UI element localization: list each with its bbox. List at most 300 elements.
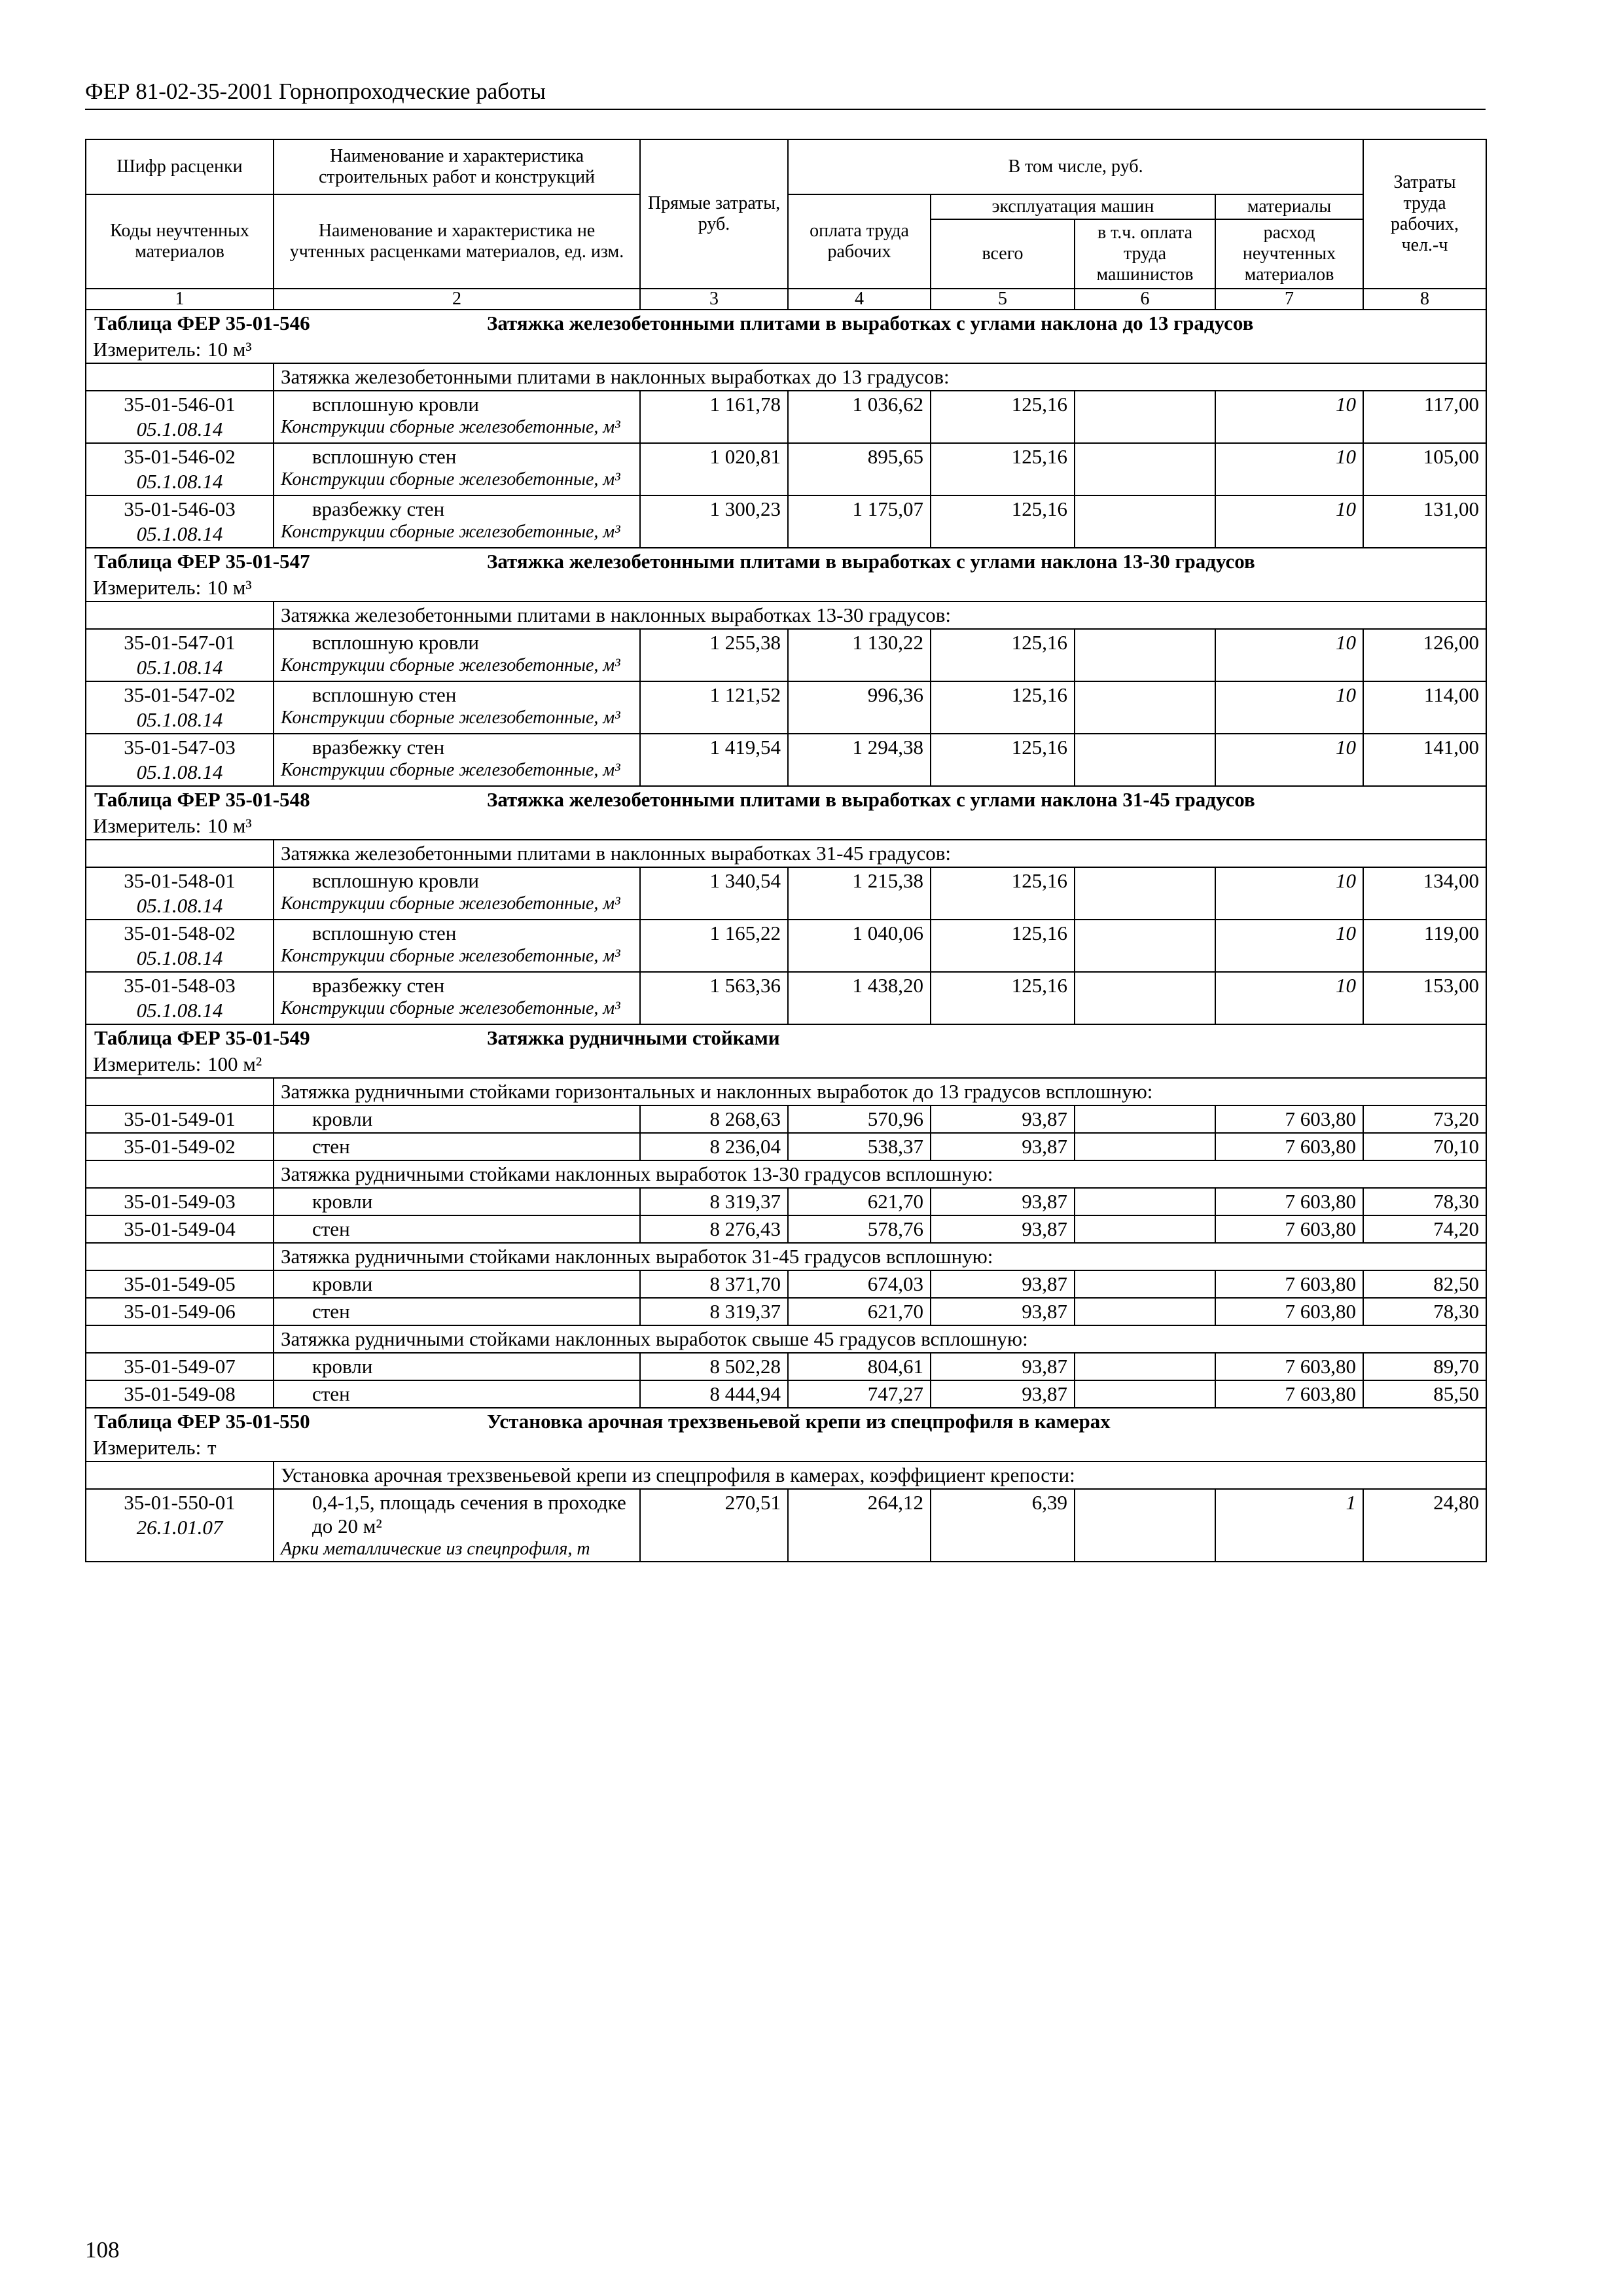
materials-cell <box>1215 972 1363 1024</box>
group-spacer <box>86 1325 274 1353</box>
table-measure <box>86 1435 1486 1462</box>
labor-hours: 24,80 <box>1363 1489 1486 1562</box>
measure-label: Измеритель: <box>93 576 202 599</box>
labor-cost: 804,61 <box>788 1353 931 1380</box>
materials-cell <box>1215 1298 1363 1325</box>
work-name: кровли <box>312 1190 373 1213</box>
material-name: Конструкции сборные железобетонные, м³ <box>281 469 620 490</box>
materials-cell <box>1215 1188 1363 1215</box>
material-name: Конструкции сборные железобетонные, м³ <box>281 522 620 542</box>
material-quantity: 10 <box>1336 683 1357 706</box>
material-quantity: 10 <box>1336 497 1357 520</box>
table-row <box>86 1188 1486 1215</box>
table-row <box>86 1489 1486 1562</box>
rate-code: 35-01-549-02 <box>124 1135 236 1158</box>
work-name-cell <box>274 1353 640 1380</box>
work-name-cell <box>274 920 640 972</box>
table-title <box>86 786 1486 813</box>
group-spacer <box>86 1078 274 1105</box>
materials-cost: 7 603,80 <box>1285 1135 1357 1158</box>
work-name: всплошную кровли <box>312 393 479 416</box>
materials-cell <box>1215 1270 1363 1298</box>
machinist-cost <box>1075 1215 1215 1243</box>
machinist-cost <box>1075 681 1215 734</box>
col-number: 2 <box>274 289 640 310</box>
group-title: Затяжка рудничными стойками наклонных выработок 31-45 градусов всплошную: <box>274 1243 1486 1270</box>
labor-hours: 78,30 <box>1363 1188 1486 1215</box>
rate-code-cell <box>86 1188 274 1215</box>
table-label: Таблица ФЕР 35-01-546 <box>94 312 310 334</box>
material-name: Конструкции сборные железобетонные, м³ <box>281 417 620 437</box>
table-row <box>86 1353 1486 1380</box>
labor-cost: 1 130,22 <box>788 629 931 681</box>
labor-hours: 85,50 <box>1363 1380 1486 1408</box>
work-name-cell <box>274 681 640 734</box>
labor-cost: 996,36 <box>788 681 931 734</box>
col4-header: оплата труда рабочих <box>788 194 931 289</box>
table-title-row <box>86 1024 1486 1051</box>
table-row <box>86 443 1486 495</box>
machine-cost: 93,87 <box>931 1133 1075 1160</box>
table-measure <box>86 575 1486 601</box>
labor-cost: 1 294,38 <box>788 734 931 786</box>
work-name-cell <box>274 734 640 786</box>
direct-cost: 270,51 <box>640 1489 788 1562</box>
table-row <box>86 681 1486 734</box>
labor-cost: 1 040,06 <box>788 920 931 972</box>
rate-code-cell <box>86 1270 274 1298</box>
materials-cell <box>1215 1133 1363 1160</box>
table-measure-row <box>86 575 1486 601</box>
materials-cost: 7 603,80 <box>1285 1107 1357 1130</box>
material-quantity: 10 <box>1336 922 1357 944</box>
machinist-cost <box>1075 1353 1215 1380</box>
work-name: всплошную стен <box>312 683 457 706</box>
table-row <box>86 972 1486 1024</box>
direct-cost: 8 276,43 <box>640 1215 788 1243</box>
material-code: 05.1.08.14 <box>136 522 223 545</box>
material-name: Конструкции сборные железобетонные, м³ <box>281 708 620 728</box>
rate-code-cell <box>86 1298 274 1325</box>
materials-cell <box>1215 734 1363 786</box>
machine-cost: 125,16 <box>931 920 1075 972</box>
material-code: 05.1.08.14 <box>136 761 223 783</box>
table-row <box>86 867 1486 920</box>
rate-code-cell <box>86 1489 274 1562</box>
material-code: 05.1.08.14 <box>136 999 223 1022</box>
labor-cost: 538,37 <box>788 1133 931 1160</box>
machine-cost: 125,16 <box>931 391 1075 443</box>
labor-cost: 747,27 <box>788 1380 931 1408</box>
measure-value: 10 м³ <box>207 338 252 361</box>
col-number: 8 <box>1363 289 1486 310</box>
table-row <box>86 734 1486 786</box>
work-name: стен <box>312 1300 350 1323</box>
work-name: кровли <box>312 1107 373 1130</box>
materials-cost: 7 603,80 <box>1285 1272 1357 1295</box>
machine-cost: 125,16 <box>931 734 1075 786</box>
material-code: 05.1.08.14 <box>136 894 223 917</box>
col7-header: расход неучтенных материалов <box>1215 219 1363 289</box>
work-name-cell <box>274 1380 640 1408</box>
col3-header: Прямые затраты, руб. <box>640 139 788 289</box>
rate-code: 35-01-546-01 <box>124 393 236 416</box>
machinist-cost <box>1075 920 1215 972</box>
work-name-cell <box>274 629 640 681</box>
rate-code-cell <box>86 920 274 972</box>
direct-cost: 8 236,04 <box>640 1133 788 1160</box>
labor-hours: 74,20 <box>1363 1215 1486 1243</box>
work-name-cell <box>274 867 640 920</box>
rate-code: 35-01-547-02 <box>124 683 236 706</box>
work-name-cell <box>274 1188 640 1215</box>
labor-cost: 264,12 <box>788 1489 931 1562</box>
labor-hours: 119,00 <box>1363 920 1486 972</box>
labor-hours: 134,00 <box>1363 867 1486 920</box>
measure-label: Измеритель: <box>93 1052 202 1075</box>
group-title: Затяжка рудничными стойками горизонтальных и наклонных выработок до 13 градусов всплошную: <box>274 1078 1486 1105</box>
machine-cost: 93,87 <box>931 1270 1075 1298</box>
machine-cost: 125,16 <box>931 629 1075 681</box>
work-name: вразбежку стен <box>312 736 445 759</box>
machinist-cost <box>1075 1489 1215 1562</box>
labor-cost: 1 036,62 <box>788 391 931 443</box>
col5-header: всего <box>931 219 1075 289</box>
group-title-row <box>86 840 1486 867</box>
col1-bottom-header: Коды неучтенных материалов <box>86 194 274 289</box>
labor-hours: 70,10 <box>1363 1133 1486 1160</box>
rate-code: 35-01-549-05 <box>124 1272 236 1295</box>
direct-cost: 8 502,28 <box>640 1353 788 1380</box>
material-quantity: 10 <box>1336 974 1357 997</box>
direct-cost: 8 319,37 <box>640 1298 788 1325</box>
group-title: Затяжка железобетонными плитами в наклонных выработках 31-45 градусов: <box>274 840 1486 867</box>
machinist-cost <box>1075 629 1215 681</box>
group-title-row <box>86 1160 1486 1188</box>
machines-header: эксплуатация машин <box>931 194 1215 219</box>
direct-cost: 1 340,54 <box>640 867 788 920</box>
machinist-cost <box>1075 1298 1215 1325</box>
table-name: Установка арочная трехзвеньевой крепи из спецпрофиля в камерах <box>487 1410 1111 1433</box>
measure-label: Измеритель: <box>93 814 202 837</box>
col8-header: Затраты труда рабочих, чел.-ч <box>1363 139 1486 289</box>
labor-cost: 621,70 <box>788 1298 931 1325</box>
direct-cost: 1 300,23 <box>640 495 788 548</box>
rate-code: 35-01-549-04 <box>124 1217 236 1240</box>
labor-cost: 1 438,20 <box>788 972 931 1024</box>
rate-code: 35-01-547-01 <box>124 631 236 654</box>
materials-cell <box>1215 1353 1363 1380</box>
direct-cost: 1 419,54 <box>640 734 788 786</box>
table-row <box>86 1215 1486 1243</box>
col-number: 6 <box>1075 289 1215 310</box>
group-spacer <box>86 840 274 867</box>
labor-hours: 82,50 <box>1363 1270 1486 1298</box>
direct-cost: 8 444,94 <box>640 1380 788 1408</box>
table-row <box>86 629 1486 681</box>
work-name-cell <box>274 1489 640 1562</box>
labor-cost: 895,65 <box>788 443 931 495</box>
materials-cell <box>1215 867 1363 920</box>
included-header: В том числе, руб. <box>788 139 1363 194</box>
direct-cost: 1 020,81 <box>640 443 788 495</box>
measure-value: 10 м³ <box>207 576 252 599</box>
machinist-cost <box>1075 867 1215 920</box>
materials-cell <box>1215 443 1363 495</box>
group-spacer <box>86 601 274 629</box>
direct-cost: 1 563,36 <box>640 972 788 1024</box>
group-spacer <box>86 1462 274 1489</box>
material-name: Конструкции сборные железобетонные, м³ <box>281 655 620 675</box>
direct-cost: 1 165,22 <box>640 920 788 972</box>
work-name: стен <box>312 1217 350 1240</box>
labor-cost: 578,76 <box>788 1215 931 1243</box>
work-name: всплошную стен <box>312 922 457 944</box>
materials-cost: 7 603,80 <box>1285 1190 1357 1213</box>
table-label: Таблица ФЕР 35-01-550 <box>94 1410 310 1433</box>
work-name: стен <box>312 1382 350 1405</box>
material-code: 26.1.01.07 <box>136 1516 223 1539</box>
labor-hours: 153,00 <box>1363 972 1486 1024</box>
labor-hours: 114,00 <box>1363 681 1486 734</box>
labor-hours: 78,30 <box>1363 1298 1486 1325</box>
rate-code: 35-01-549-01 <box>124 1107 236 1130</box>
col-number: 5 <box>931 289 1075 310</box>
machine-cost: 125,16 <box>931 495 1075 548</box>
page-header: ФЕР 81-02-35-2001 Горнопроходческие работы <box>85 77 1486 110</box>
work-name-cell <box>274 443 640 495</box>
material-name: Конструкции сборные железобетонные, м³ <box>281 946 620 966</box>
material-name: Конструкции сборные железобетонные, м³ <box>281 893 620 914</box>
materials-cell <box>1215 1489 1363 1562</box>
work-name: стен <box>312 1135 350 1158</box>
rate-code: 35-01-548-02 <box>124 922 236 944</box>
rate-code-cell <box>86 1215 274 1243</box>
rate-code-cell <box>86 629 274 681</box>
table-row <box>86 495 1486 548</box>
machinist-cost <box>1075 1105 1215 1133</box>
table-row <box>86 1380 1486 1408</box>
rate-code-cell <box>86 1353 274 1380</box>
work-name: всплошную стен <box>312 445 457 468</box>
material-quantity: 1 <box>1346 1491 1357 1514</box>
table-title-row <box>86 310 1486 336</box>
materials-cost: 7 603,80 <box>1285 1355 1357 1378</box>
machinist-cost <box>1075 972 1215 1024</box>
table-row <box>86 391 1486 443</box>
material-name: Конструкции сборные железобетонные, м³ <box>281 760 620 780</box>
table-name: Затяжка железобетонными плитами в выработках с углами наклона 13-30 градусов <box>487 550 1255 573</box>
group-title-row <box>86 1462 1486 1489</box>
direct-cost: 8 268,63 <box>640 1105 788 1133</box>
labor-hours: 89,70 <box>1363 1353 1486 1380</box>
group-title-row <box>86 363 1486 391</box>
machine-cost: 125,16 <box>931 443 1075 495</box>
materials-cost: 7 603,80 <box>1285 1382 1357 1405</box>
col-number: 7 <box>1215 289 1363 310</box>
col-number: 4 <box>788 289 931 310</box>
col6-header: в т.ч. оплата труда машинистов <box>1075 219 1215 289</box>
labor-cost: 570,96 <box>788 1105 931 1133</box>
work-name-cell <box>274 391 640 443</box>
material-code: 05.1.08.14 <box>136 470 223 493</box>
labor-cost: 674,03 <box>788 1270 931 1298</box>
materials-cell <box>1215 681 1363 734</box>
work-name: всплошную кровли <box>312 869 479 892</box>
materials-cell <box>1215 391 1363 443</box>
machinist-cost <box>1075 443 1215 495</box>
rate-code: 35-01-549-03 <box>124 1190 236 1213</box>
rate-code-cell <box>86 681 274 734</box>
column-numbers-row <box>86 289 1486 310</box>
work-name: кровли <box>312 1355 373 1378</box>
group-title-row <box>86 1325 1486 1353</box>
labor-hours: 117,00 <box>1363 391 1486 443</box>
header-row-1 <box>86 139 1486 194</box>
group-title-row <box>86 1243 1486 1270</box>
work-name: 0,4-1,5, площадь сечения в проходке до 20 м² <box>312 1491 626 1537</box>
materials-header: материалы <box>1215 194 1363 219</box>
table-row <box>86 1270 1486 1298</box>
machinist-cost <box>1075 1133 1215 1160</box>
work-name-cell <box>274 1215 640 1243</box>
machinist-cost <box>1075 1188 1215 1215</box>
materials-cost: 7 603,80 <box>1285 1300 1357 1323</box>
material-quantity: 10 <box>1336 445 1357 468</box>
table-title <box>86 548 1486 575</box>
work-name-cell <box>274 495 640 548</box>
rate-code: 35-01-546-03 <box>124 497 236 520</box>
material-quantity: 10 <box>1336 631 1357 654</box>
group-title: Затяжка рудничными стойками наклонных выработок 13-30 градусов всплошную: <box>274 1160 1486 1188</box>
measure-value: 10 м³ <box>207 814 252 837</box>
rate-code: 35-01-549-07 <box>124 1355 236 1378</box>
group-spacer <box>86 363 274 391</box>
material-quantity: 10 <box>1336 393 1357 416</box>
machine-cost: 93,87 <box>931 1188 1075 1215</box>
table-label: Таблица ФЕР 35-01-548 <box>94 788 310 811</box>
table-title <box>86 310 1486 336</box>
rate-code-cell <box>86 1133 274 1160</box>
table-row <box>86 1133 1486 1160</box>
table-title-row <box>86 1408 1486 1435</box>
col1-top-header: Шифр расценки <box>86 139 274 194</box>
rate-code: 35-01-548-01 <box>124 869 236 892</box>
table-name: Затяжка железобетонными плитами в выработках с углами наклона 31-45 градусов <box>487 788 1255 811</box>
measure-value: т <box>207 1436 217 1459</box>
col2-bottom-header: Наименование и характеристика не учтенных расценками материалов, ед. изм. <box>274 194 640 289</box>
labor-cost: 1 175,07 <box>788 495 931 548</box>
rate-code: 35-01-548-03 <box>124 974 236 997</box>
machine-cost: 125,16 <box>931 681 1075 734</box>
work-name-cell <box>274 1270 640 1298</box>
table-measure-row <box>86 1435 1486 1462</box>
table-measure <box>86 336 1486 363</box>
col2-top-header: Наименование и характеристика строительных работ и конструкций <box>274 139 640 194</box>
machine-cost: 125,16 <box>931 867 1075 920</box>
table-title <box>86 1408 1486 1435</box>
table-label: Таблица ФЕР 35-01-547 <box>94 550 310 573</box>
materials-cell <box>1215 495 1363 548</box>
group-spacer <box>86 1243 274 1270</box>
material-quantity: 10 <box>1336 869 1357 892</box>
machine-cost: 93,87 <box>931 1353 1075 1380</box>
group-title-row <box>86 601 1486 629</box>
material-code: 05.1.08.14 <box>136 708 223 731</box>
work-name-cell <box>274 972 640 1024</box>
rate-code-cell <box>86 734 274 786</box>
labor-hours: 73,20 <box>1363 1105 1486 1133</box>
machine-cost: 93,87 <box>931 1298 1075 1325</box>
machinist-cost <box>1075 495 1215 548</box>
measure-label: Измеритель: <box>93 338 202 361</box>
material-name: Конструкции сборные железобетонные, м³ <box>281 998 620 1018</box>
direct-cost: 1 255,38 <box>640 629 788 681</box>
table-measure <box>86 813 1486 840</box>
materials-cell <box>1215 920 1363 972</box>
rate-code-cell <box>86 1105 274 1133</box>
material-name: Арки металлические из спецпрофиля, т <box>281 1539 590 1559</box>
group-title: Затяжка рудничными стойками наклонных выработок свыше 45 градусов всплошную: <box>274 1325 1486 1353</box>
table-row <box>86 920 1486 972</box>
labor-cost: 621,70 <box>788 1188 931 1215</box>
work-name: вразбежку стен <box>312 497 445 520</box>
col-number: 1 <box>86 289 274 310</box>
direct-cost: 8 371,70 <box>640 1270 788 1298</box>
table-name: Затяжка железобетонными плитами в выработках с углами наклона до 13 градусов <box>487 312 1254 334</box>
group-spacer <box>86 1160 274 1188</box>
rate-code-cell <box>86 391 274 443</box>
work-name-cell <box>274 1133 640 1160</box>
table-row <box>86 1105 1486 1133</box>
work-name: вразбежку стен <box>312 974 445 997</box>
machinist-cost <box>1075 1380 1215 1408</box>
material-quantity: 10 <box>1336 736 1357 759</box>
material-code: 05.1.08.14 <box>136 656 223 679</box>
materials-cell <box>1215 1380 1363 1408</box>
group-title: Затяжка железобетонными плитами в наклонных выработках до 13 градусов: <box>274 363 1486 391</box>
direct-cost: 8 319,37 <box>640 1188 788 1215</box>
rates-table <box>85 139 1487 1562</box>
rate-code: 35-01-549-06 <box>124 1300 236 1323</box>
machine-cost: 93,87 <box>931 1105 1075 1133</box>
materials-cell <box>1215 629 1363 681</box>
table-measure-row <box>86 1051 1486 1078</box>
material-code: 05.1.08.14 <box>136 946 223 969</box>
work-name-cell <box>274 1105 640 1133</box>
table-name: Затяжка рудничными стойками <box>487 1026 780 1049</box>
materials-cost: 7 603,80 <box>1285 1217 1357 1240</box>
rate-code: 35-01-549-08 <box>124 1382 236 1405</box>
work-name-cell <box>274 1298 640 1325</box>
labor-hours: 105,00 <box>1363 443 1486 495</box>
table-label: Таблица ФЕР 35-01-549 <box>94 1026 310 1049</box>
table-title-row <box>86 548 1486 575</box>
work-name: кровли <box>312 1272 373 1295</box>
material-code: 05.1.08.14 <box>136 418 223 440</box>
work-name: всплошную кровли <box>312 631 479 654</box>
table-title-row <box>86 786 1486 813</box>
direct-cost: 1 121,52 <box>640 681 788 734</box>
machine-cost: 125,16 <box>931 972 1075 1024</box>
rate-code-cell <box>86 443 274 495</box>
table-measure-row <box>86 813 1486 840</box>
rate-code: 35-01-550-01 <box>124 1491 236 1514</box>
table-title <box>86 1024 1486 1051</box>
machine-cost: 6,39 <box>931 1489 1075 1562</box>
rate-code-cell <box>86 1380 274 1408</box>
page-number: 108 <box>85 2237 120 2263</box>
